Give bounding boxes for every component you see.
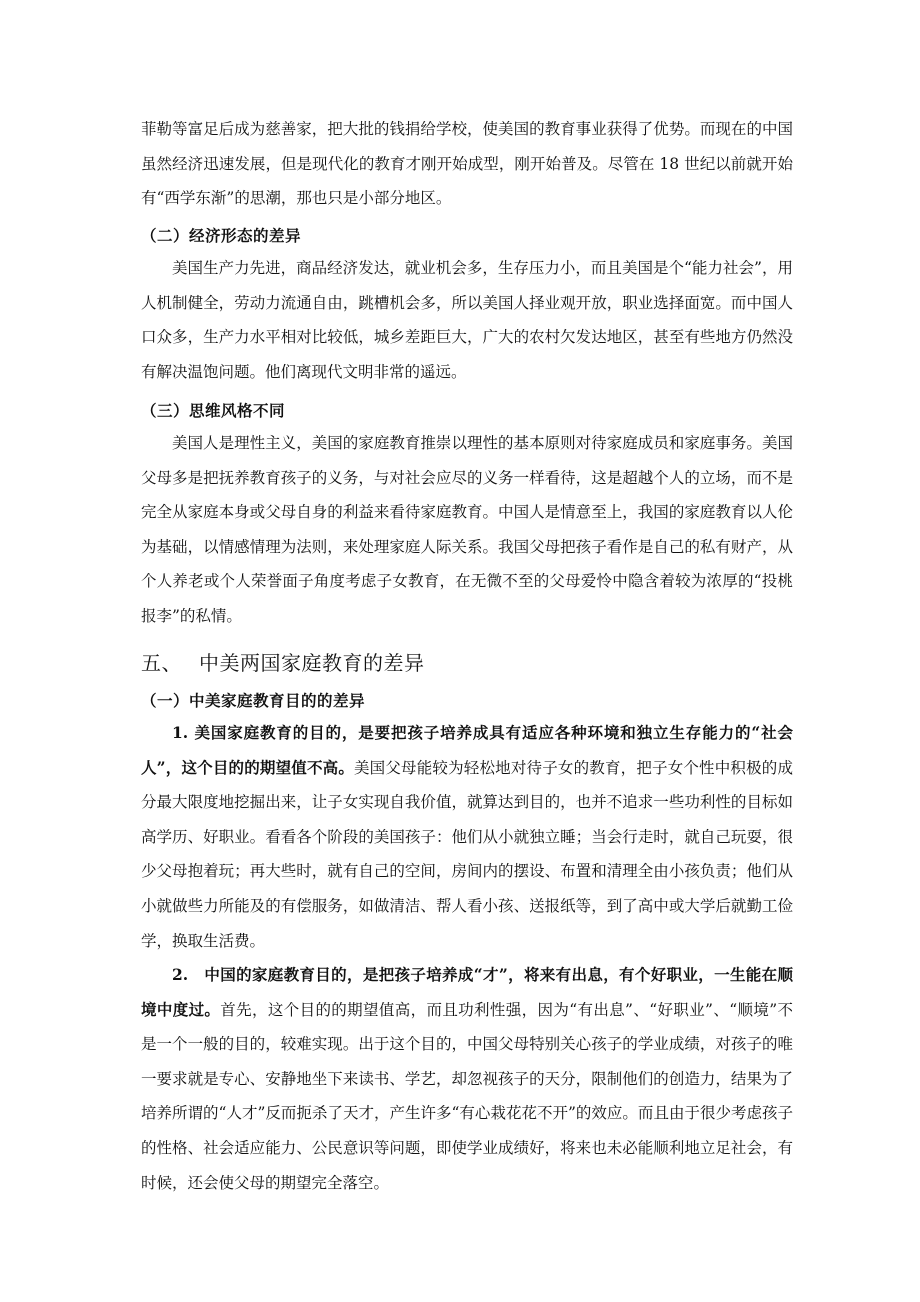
purpose-heading: （一）中美家庭教育目的的差异 (141, 692, 366, 710)
us-purpose-paragraph (141, 716, 793, 958)
us-purpose-text: 美国父母能较为轻松地对待子女的教育，把子女个性中积极的成分最大限度地挖掘出来，让子女实现自我价值，就算达到目的，也并不追求一些功利性的目标如高学历、好职业。看看各个阶段的美国孩子：他们从小就独立睡；当会行走时，就自己玩耍，很少父母抱着玩；再大些时，就有自己的空间，房间内的摆设、布置和清理全由小孩负责；他们从小就做些力所能及的有偿服务，如做清洁、帮人看小孩、送报纸等，到了高中或大学后就勤工俭学，换取生活费。 (141, 758, 793, 950)
intro-paragraph: 菲勒等富足后成为慈善家，把大批的钱捐给学校，使美国的教育事业获得了优势。而现在的中国虽然经济迅速发展，但是现代化的教育才刚开始成型，刚开始普及。尽管在 18 世纪以前就开始有“西学东渐”的思潮，那也只是小部分地区。 (141, 120, 793, 208)
cn-purpose-paragraph (141, 958, 793, 1200)
economy-heading: （二）经济形态的差异 (141, 227, 302, 245)
us-purpose-lead: 1. 美国家庭教育的目的，是要把孩子培养成具有适应各种环境和独立生存能力的“社会人”，这个目的的期望值不高。 (141, 723, 793, 777)
thinking-heading: （三）思维风格不同 (141, 402, 286, 420)
thinking-paragraph: 美国人是理性主义，美国的家庭教育推崇以理性的基本原则对待家庭成员和家庭事务。美国父母多是把抚养教育孩子的义务，与对社会应尽的义务一样看待，这是超越个人的立场，而不是完全从家庭本身或父母自身的利益来看待家庭教育。中国人是情意至上，我国的家庭教育以人伦为基础，以情感情理为法则，来处理家庭人际关系。我国父母把孩子看作是自己的私有财产，从个人养老或个人荣誉面子角度考虑子女教育，在无微不至的父母爱怜中隐含着较为浓厚的“投桃报李”的私情。 (141, 434, 793, 625)
section-number: 五、 (141, 651, 182, 675)
economy-paragraph: 美国生产力先进，商品经济发达，就业机会多，生存压力小，而且美国是个“能力社会”，用人机制健全，劳动力流通自由，跳槽机会多，所以美国人择业观开放，职业选择面宽。而中国人口众多，生产力水平相对比较低，城乡差距巨大，广大的农村欠发达地区，甚至有些地方仍然没有解决温饱问题。他们离现代文明非常的遥远。 (141, 259, 793, 381)
section-title: 中美两国家庭教育的差异 (199, 651, 425, 675)
document-page (141, 112, 793, 1200)
cn-purpose-text: 首先，这个目的的期望值高，而且功利性强，因为“有出息”、“好职业”、“顺境”不是一个一般的目的，较难实现。出于这个目的，中国父母特别关心孩子的学业成绩，对孩子的唯一要求就是专心、安静地坐下来读书、学艺，却忽视孩子的天分，限制他们的创造力，结果为了培养所谓的“人才”反而扼杀了天才，产生许多“有心栽花花不开”的效应。而且由于很少考虑孩子的性格、社会适应能力、公民意识等问题，即使学业成绩好，将来也未必能顺利地立足社会，有时候，还会使父母的期望完全落空。 (141, 1000, 793, 1192)
section-heading (141, 649, 793, 677)
cn-purpose-lead: 2. 中国的家庭教育目的，是把孩子培养成“才”，将来有出息，有个好职业，一生能在顺境中度过。 (141, 965, 793, 1019)
